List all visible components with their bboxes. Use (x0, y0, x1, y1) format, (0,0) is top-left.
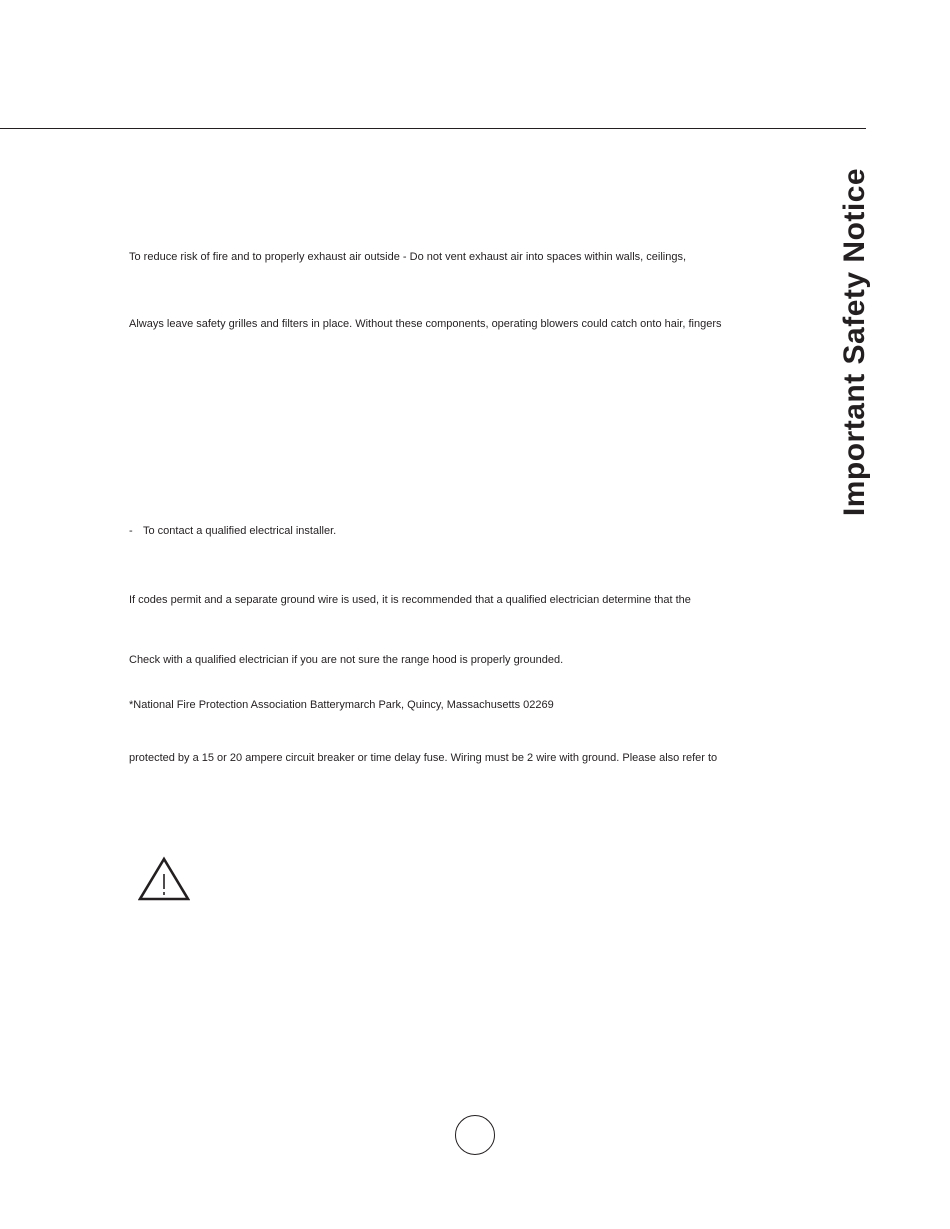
header-divider (0, 128, 866, 129)
page-number-circle (455, 1115, 495, 1155)
contact-installer-text: To contact a qualified electrical installer. (143, 525, 337, 537)
ground-wire-text: If codes permit and a separate ground wire is used, it is recommended that a qualified electrician determine that the (129, 594, 691, 606)
safety-grilles-text: Always leave safety grilles and filters in place. Without these components, operating blowers could catch onto hair, fingers (129, 318, 722, 330)
contact-installer-item (129, 525, 336, 538)
warning-triangle-icon (138, 856, 190, 902)
list-dash: - (129, 525, 133, 537)
fire-risk-text: To reduce risk of fire and to properly exhaust air outside - Do not vent exhaust air into spaces within walls, ceilings, (129, 251, 686, 263)
check-grounded-text: Check with a qualified electrician if you are not sure the range hood is properly grounded. (129, 654, 564, 666)
side-title: Important Safety Notice (838, 167, 871, 517)
nfpa-footnote: *National Fire Protection Association Batterymarch Park, Quincy, Massachusetts 02269 (129, 699, 554, 711)
circuit-breaker-text: protected by a 15 or 20 ampere circuit breaker or time delay fuse. Wiring must be 2 wire with ground. Please also refer to (129, 752, 718, 764)
